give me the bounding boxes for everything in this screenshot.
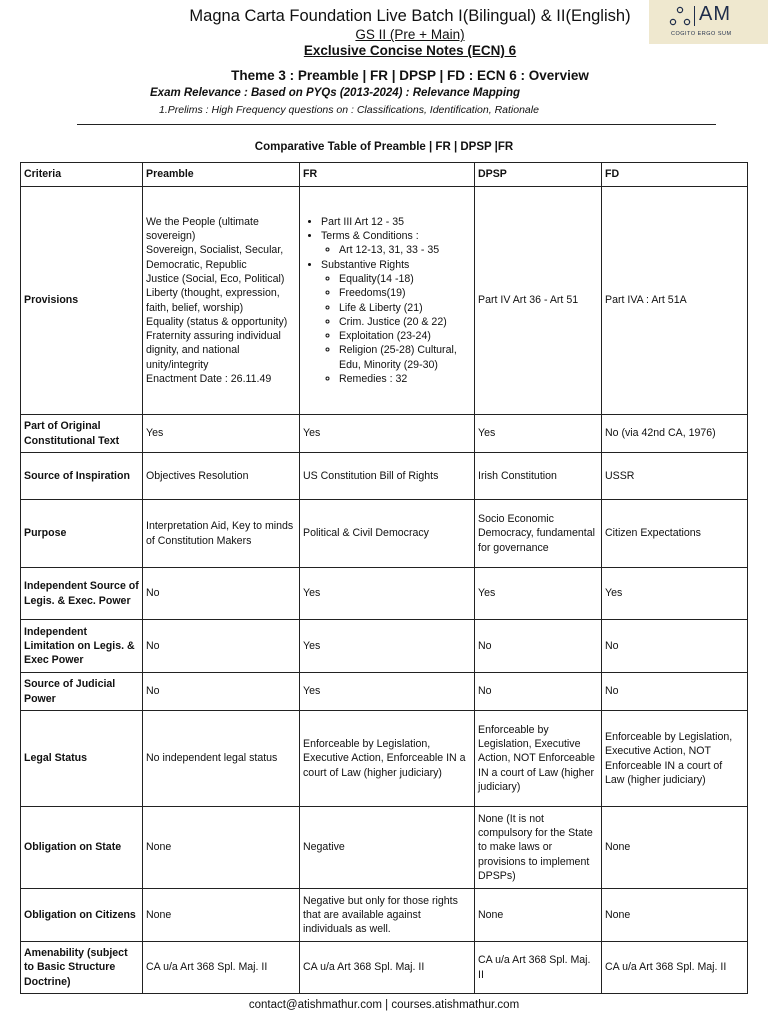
fr-cell: Yes	[300, 673, 475, 711]
table-row	[21, 807, 748, 889]
logo-motto: COGITO ERGO SUM	[671, 31, 732, 37]
sub-list-item: ◦ Freedoms(19)	[339, 286, 471, 300]
ecn-title: Exclusive Concise Notes (ECN) 6	[303, 43, 517, 58]
column-header: Criteria	[21, 163, 143, 187]
header-divider	[77, 124, 716, 125]
comparative-table	[20, 162, 748, 994]
dpsp-cell: No	[475, 673, 602, 711]
table-row	[21, 500, 748, 568]
table-row	[21, 453, 748, 500]
dpsp-cell: None (It is not compulsory for the State to make laws or provisions to implement DPSPs)	[475, 807, 602, 889]
criteria-cell: Part of Original Constitutional Text	[21, 415, 143, 453]
fd-cell: Part IVA : Art 51A	[602, 187, 748, 415]
sub-list-item: ◦ Equality(14 -18)	[339, 272, 471, 286]
theme-heading: Theme 3 : Preamble | FR | DPSP | FD : ECN 6 : Overview	[231, 68, 589, 83]
fd-cell: Yes	[602, 568, 748, 620]
preamble-cell: No	[143, 673, 300, 711]
preamble-cell: Interpretation Aid, Key to minds of Constitution Makers	[143, 500, 300, 568]
fd-cell: Enforceable by Legislation, Executive Action, NOT Enforceable IN a court of Law (higher judiciary)	[602, 711, 748, 807]
criteria-cell: Independent Source of Legis. & Exec. Power	[21, 568, 143, 620]
table-title: Comparative Table of Preamble | FR | DPSP |FR	[254, 141, 514, 153]
preamble-cell: No	[143, 568, 300, 620]
criteria-cell: Purpose	[21, 500, 143, 568]
prelims-note: 1.Prelims : High Frequency questions on : Classifications, Identification, Rationale	[159, 104, 539, 116]
table-row	[21, 415, 748, 453]
dpsp-cell: Socio Economic Democracy, fundamental for governance	[475, 500, 602, 568]
dpsp-cell: Yes	[475, 415, 602, 453]
table-row	[21, 942, 748, 994]
fd-cell: No (via 42nd CA, 1976)	[602, 415, 748, 453]
fr-cell: US Constitution Bill of Rights	[300, 453, 475, 500]
brand-logo	[649, 0, 768, 44]
criteria-cell: Obligation on Citizens	[21, 889, 143, 942]
sub-list-item: ◦ Remedies : 32	[339, 372, 471, 386]
dpsp-cell: Irish Constitution	[475, 453, 602, 500]
column-header: FD	[602, 163, 748, 187]
preamble-provisions-cell	[143, 187, 300, 415]
fr-list	[303, 215, 471, 387]
fr-cell: Yes	[300, 415, 475, 453]
dpsp-cell: CA u/a Art 368 Spl. Maj. II	[475, 942, 602, 994]
fd-cell: None	[602, 807, 748, 889]
preamble-line: We the People (ultimate sovereign)	[146, 215, 259, 243]
table-header-row	[21, 163, 748, 187]
logo-divider	[694, 6, 695, 26]
sub-list-item: ◦ Exploitation (23-24)	[339, 329, 471, 343]
preamble-cell: No independent legal status	[143, 711, 300, 807]
list-item-label: Substantive Rights	[321, 258, 410, 271]
fd-cell: None	[602, 889, 748, 942]
dots-logo-icon	[669, 6, 691, 28]
criteria-cell: Source of Judicial Power	[21, 673, 143, 711]
fd-cell: USSR	[602, 453, 748, 500]
fd-cell: CA u/a Art 368 Spl. Maj. II	[602, 942, 748, 994]
preamble-line: Justice (Social, Eco, Political)	[146, 272, 285, 285]
fr-cell: Negative but only for those rights that are available against individuals as well.	[300, 889, 475, 942]
table-row-provisions	[21, 187, 748, 415]
dpsp-cell: No	[475, 620, 602, 673]
fr-cell: Yes	[300, 568, 475, 620]
list-item	[321, 258, 471, 387]
table-row	[21, 620, 748, 673]
preamble-line: Liberty (thought, expression, faith, belief, worship)	[146, 287, 280, 314]
preamble-line: Enactment Date : 26.11.49	[146, 372, 272, 385]
preamble-line: Fraternity assuring individual dignity, and national unity/integrity	[146, 330, 281, 371]
preamble-cell: No	[143, 620, 300, 673]
table-row	[21, 673, 748, 711]
criteria-cell: Source of Inspiration	[21, 453, 143, 500]
sub-list-item: ◦ Art 12-13, 31, 33 - 35	[339, 243, 471, 257]
criteria-cell: Independent Limitation on Legis. & Exec Power	[21, 620, 143, 673]
dpsp-cell: Yes	[475, 568, 602, 620]
fr-cell: Enforceable by Legislation, Executive Action, Enforceable IN a court of Law (higher judiciary)	[300, 711, 475, 807]
criteria-cell: Amenability (subject to Basic Structure Doctrine)	[21, 942, 143, 994]
fr-cell: CA u/a Art 368 Spl. Maj. II	[300, 942, 475, 994]
preamble-line: Equality (status & opportunity)	[146, 315, 288, 328]
table-row	[21, 568, 748, 620]
list-item-label: Terms & Conditions :	[321, 230, 419, 243]
preamble-line: Sovereign, Socialist, Secular, Democratic, Republic	[146, 244, 284, 271]
criteria-cell: Legal Status	[21, 711, 143, 807]
fr-cell: Political & Civil Democracy	[300, 500, 475, 568]
preamble-cell: None	[143, 889, 300, 942]
column-header: Preamble	[143, 163, 300, 187]
exam-relevance: Exam Relevance : Based on PYQs (2013-2024) : Relevance Mapping	[150, 87, 521, 99]
batch-title: Magna Carta Foundation Live Batch I(Bilingual) & II(English)	[189, 7, 631, 25]
list-item: • Part III Art 12 - 35	[321, 215, 471, 229]
dpsp-cell: Enforceable by Legislation, Executive Action, NOT Enforceable IN a court of Law (higher judiciary)	[475, 711, 602, 807]
preamble-cell: None	[143, 807, 300, 889]
column-header: DPSP	[475, 163, 602, 187]
fr-cell: Negative	[300, 807, 475, 889]
list-item	[321, 229, 471, 258]
dpsp-cell: Part IV Art 36 - Art 51	[475, 187, 602, 415]
fd-cell: No	[602, 620, 748, 673]
preamble-cell: Yes	[143, 415, 300, 453]
fd-cell: Citizen Expectations	[602, 500, 748, 568]
table-row	[21, 889, 748, 942]
sub-list-item: ◦ Religion (25-28) Cultural, Edu, Minority (29-30)	[339, 343, 471, 372]
column-header: FR	[300, 163, 475, 187]
sub-list-item: ◦ Crim. Justice (20 & 22)	[339, 315, 471, 329]
preamble-cell: CA u/a Art 368 Spl. Maj. II	[143, 942, 300, 994]
criteria-cell: Obligation on State	[21, 807, 143, 889]
preamble-cell: Objectives Resolution	[143, 453, 300, 500]
dpsp-cell: None	[475, 889, 602, 942]
fr-provisions-cell	[300, 187, 475, 415]
footer-contact: contact@atishmathur.com | courses.atishmathur.com	[248, 999, 520, 1011]
table-row	[21, 711, 748, 807]
logo-text: AM	[699, 3, 731, 25]
gs-subtitle: GS II (Pre + Main)	[355, 27, 465, 42]
fr-cell: Yes	[300, 620, 475, 673]
criteria-cell: Provisions	[21, 187, 143, 415]
sub-list-item: ◦ Life & Liberty (21)	[339, 301, 471, 315]
fd-cell: No	[602, 673, 748, 711]
